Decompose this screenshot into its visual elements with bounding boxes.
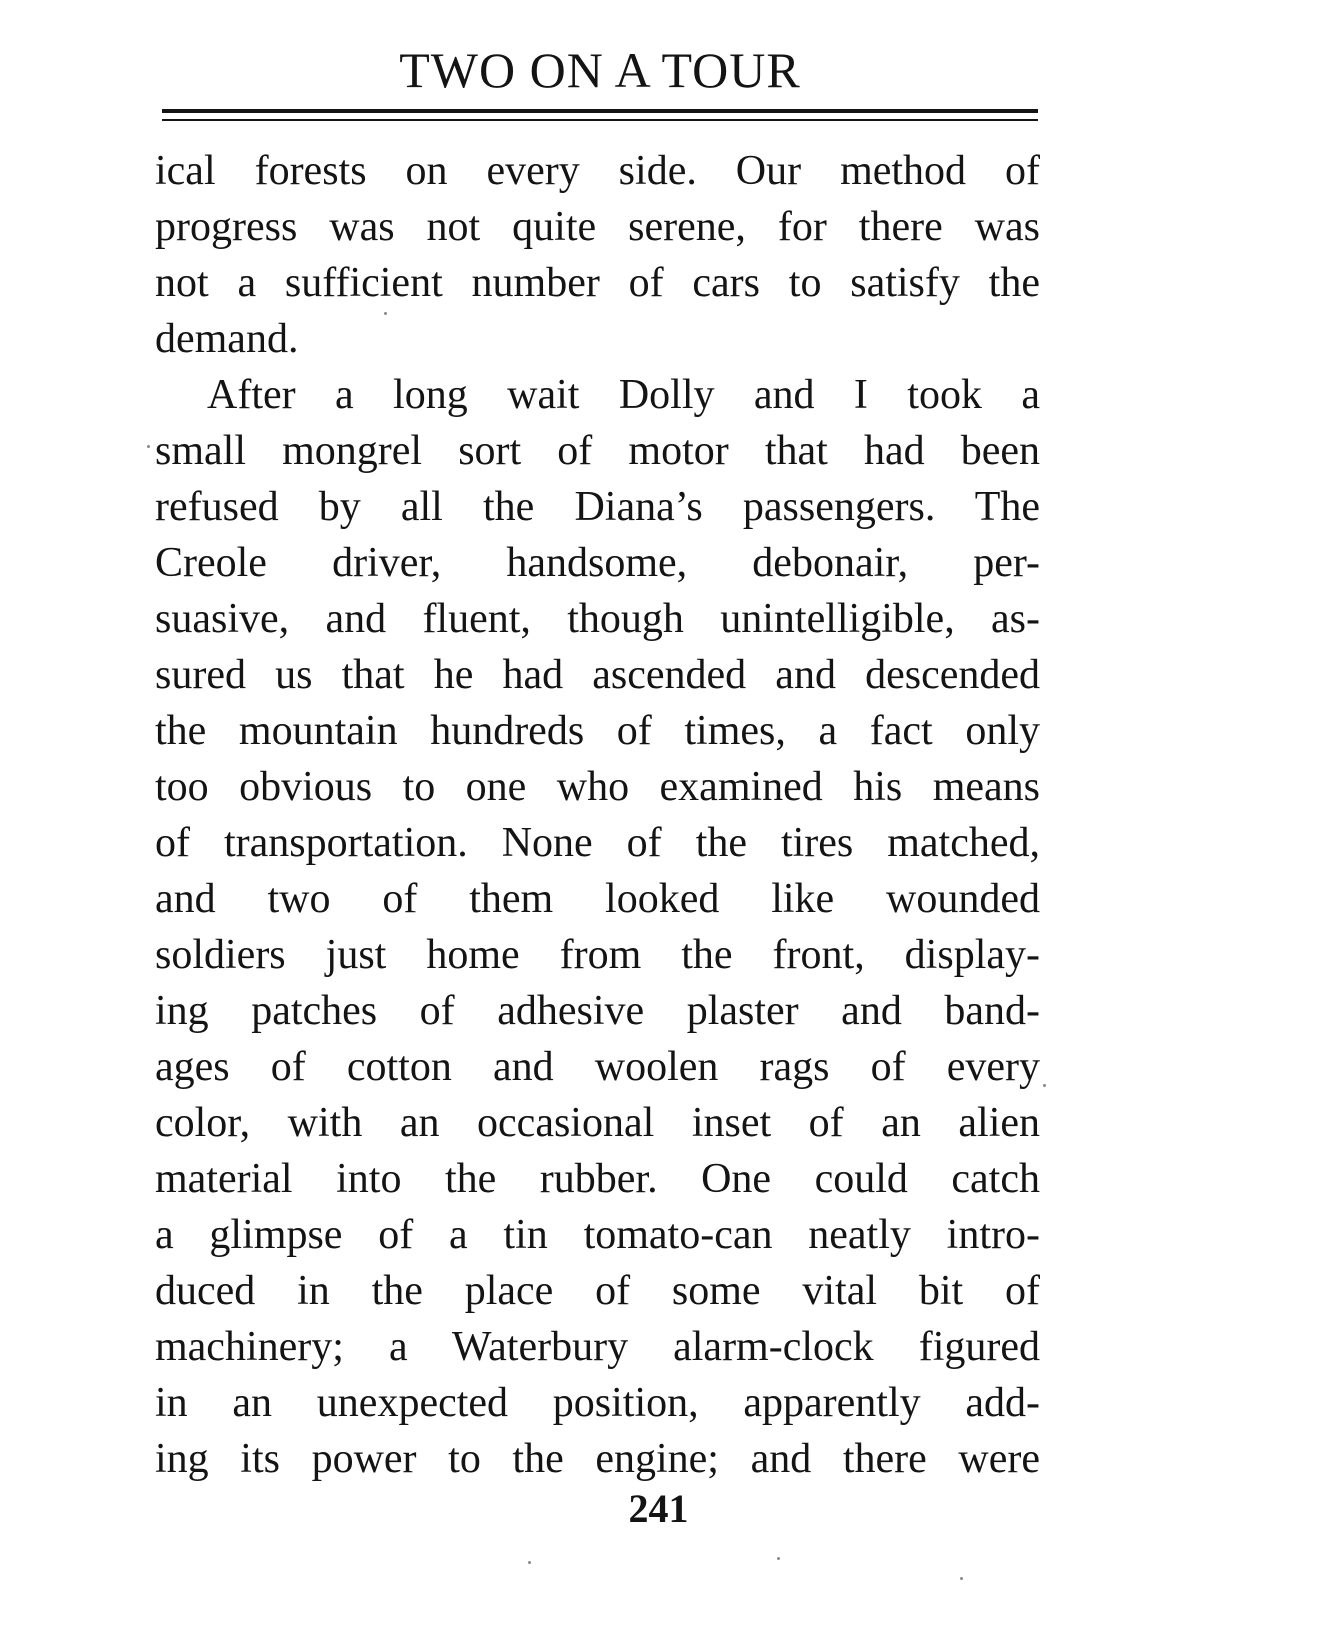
text-line: soldiers just home from the front, display-: [155, 932, 1040, 978]
text-line: of transportation. None of the tires matched,: [155, 820, 1040, 866]
text-line: material into the rubber. One could catch: [155, 1156, 1040, 1202]
scan-speck: [384, 312, 387, 315]
scan-speck: [528, 1561, 531, 1564]
page-number: 241: [628, 1486, 689, 1531]
text-line: color, with an occasional inset of an alien: [155, 1100, 1040, 1146]
text-line: and two of them looked like wounded: [155, 876, 1040, 922]
text-line: refused by all the Diana’s passengers. The: [155, 484, 1040, 530]
text-line: duced in the place of some vital bit of: [155, 1268, 1040, 1314]
scan-speck: [777, 1557, 780, 1560]
text-line: machinery; a Waterbury alarm-clock figured: [155, 1324, 1040, 1370]
text-line: ing its power to the engine; and there were: [155, 1436, 1040, 1482]
header-rule-thick: [162, 109, 1038, 113]
text-line: in an unexpected position, apparently add-: [155, 1380, 1040, 1426]
header-rule-thin: [162, 119, 1038, 121]
body-text: [155, 143, 1040, 1487]
text-line: ing patches of adhesive plaster and band-: [155, 988, 1040, 1034]
scan-speck: [147, 445, 150, 448]
text-line: Creole driver, handsome, debonair, per-: [155, 540, 1040, 586]
text-line: suasive, and fluent, though unintelligible, as-: [155, 596, 1040, 642]
text-line: small mongrel sort of motor that had been: [155, 428, 1040, 474]
text-line: the mountain hundreds of times, a fact only: [155, 708, 1040, 754]
text-line: sured us that he had ascended and descended: [155, 652, 1040, 698]
running-head-title: TWO ON A TOUR: [399, 42, 801, 98]
scan-speck: [960, 1577, 963, 1580]
text-line: After a long wait Dolly and I took a: [207, 372, 1040, 418]
text-line: ages of cotton and woolen rags of every: [155, 1044, 1040, 1090]
text-line: a glimpse of a tin tomato-can neatly intro-: [155, 1212, 1040, 1258]
text-line: not a sufficient number of cars to satisfy the: [155, 260, 1040, 306]
text-line: demand.: [155, 316, 299, 362]
text-line: too obvious to one who examined his means: [155, 764, 1040, 810]
scan-speck: [1043, 1084, 1046, 1087]
text-line: progress was not quite serene, for there was: [155, 204, 1040, 250]
text-line: ical forests on every side. Our method of: [155, 148, 1040, 194]
